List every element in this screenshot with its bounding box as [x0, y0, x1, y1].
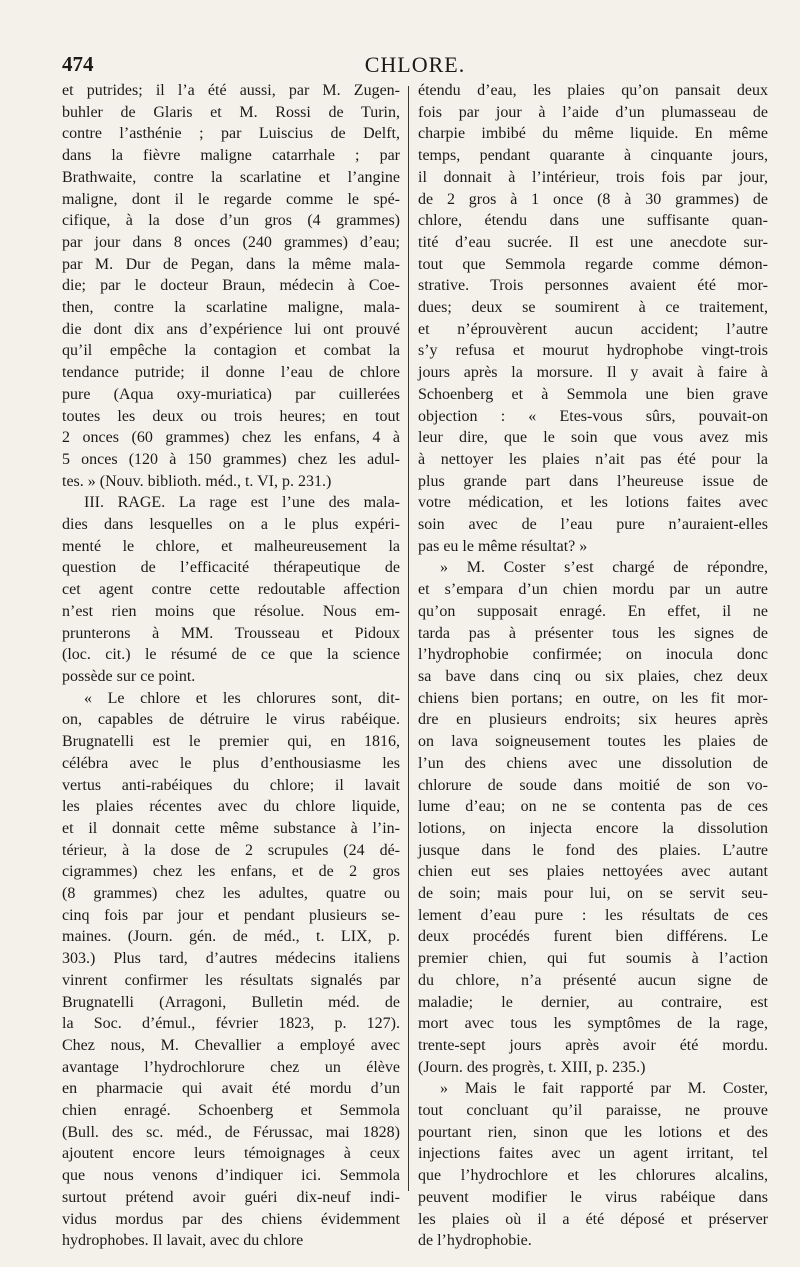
text-line: sa bave dans cinq ou six plaies, chez deux: [418, 667, 768, 685]
text-line: on lava soigneusement toutes les plaies de: [418, 733, 768, 751]
text-line: célébra avec le plus d’enthousiasme les: [62, 754, 400, 772]
running-title: CHLORE.: [364, 52, 466, 77]
right-column: [418, 80, 768, 1250]
text-line: et s’empara d’un chien mordu par un autre: [418, 581, 768, 599]
text-line: on, capables de détruire le virus rabéique.: [62, 711, 400, 729]
text-line: buhler de Glaris et M. Rossi de Turin,: [62, 103, 400, 121]
text-line: votre médication, et les lotions faites avec: [418, 494, 768, 512]
text-line: cinq fois par jour et pendant plusieurs se-: [62, 906, 400, 924]
text-line: pourtant rien, sinon que les lotions et des: [418, 1123, 768, 1141]
left-column: [62, 80, 400, 1250]
text-line: cet agent contre cette redoutable affection: [62, 581, 400, 599]
text-line: par jour dans 8 onces (240 grammes) d’eau;: [62, 233, 400, 251]
text-line: chlore, étendu dans une suffisante quan-: [418, 212, 768, 230]
text-line: n’est rien moins que résolue. Nous em-: [62, 602, 400, 620]
text-line: 5 onces (120 à 150 grammes) chez les adul-: [62, 450, 400, 468]
text-line: prunterons à MM. Trousseau et Pidoux: [62, 624, 400, 642]
text-line: et n’éprouvèrent aucun accident; l’autre: [418, 320, 768, 338]
text-line: que nous venons d’indiquer ici. Semmola: [62, 1167, 400, 1185]
text-line: 303.) Plus tard, d’autres médecins italiens: [62, 950, 400, 968]
text-line: peuvent modifier le virus rabéique dans: [418, 1188, 768, 1206]
text-line: de 2 gros à 1 once (8 à 30 grammes) de: [418, 190, 768, 208]
text-line: la Soc. d’émul., février 1823, p. 127).: [62, 1015, 400, 1033]
text-line: vertus anti-rabéiques du chlore; il lavait: [62, 776, 400, 794]
text-line: fois par jour à l’aide d’un plumasseau de: [418, 103, 768, 121]
text-line: strative. Trois personnes avaient été mor-: [418, 277, 768, 295]
text-line: mort avec tous les symptômes de la rage,: [418, 1015, 768, 1033]
text-line: Schoenberg et à Semmola une bien grave: [418, 385, 768, 403]
text-line: pure (Aqua oxy-muriatica) par cuillerées: [62, 385, 400, 403]
text-line: chiens bien portans; en outre, on les fit mor-: [418, 689, 768, 707]
text-line: de l’hydrophobie.: [418, 1232, 532, 1250]
column-divider: [408, 86, 409, 1191]
text-line: jours après la morsure. Il y avait à faire à: [418, 364, 768, 382]
text-line: temps, pendant quarante à cinquante jours,: [418, 147, 768, 165]
text-line: tarda pas à présenter tous les signes de: [418, 624, 768, 642]
text-line: » M. Coster s’est chargé de répondre,: [440, 559, 768, 577]
text-line: soin avec de l’eau pure n’auraient-elles: [418, 516, 768, 534]
text-line: (loc. cit.) le résumé de ce que la science: [62, 646, 400, 664]
text-line: tité d’eau sucrée. Il est une anecdote sur-: [418, 233, 768, 251]
text-line: les plaies récentes avec du chlore liquide,: [62, 798, 400, 816]
text-line: contre l’asthénie ; par Luiscius de Delft,: [62, 125, 400, 143]
text-line: Chez nous, M. Chevallier a employé avec: [62, 1036, 400, 1054]
text-line: l’un des chiens avec une dissolution de: [418, 754, 768, 772]
text-line: de soin; mais pour lui, on se servit seu-: [418, 885, 768, 903]
text-line: menté le chlore, et malheureusement la: [62, 537, 400, 555]
text-line: pas eu le même résultat? »: [418, 537, 588, 555]
text-line: dies dans lesquelles on a le plus expéri-: [62, 516, 400, 534]
text-line: lement d’eau pure : les résultats de ces: [418, 906, 768, 924]
text-line: objection : « Etes-vous sûrs, pouvait-on: [418, 407, 768, 425]
text-line: Brugnatelli est le premier qui, en 1816,: [62, 733, 400, 751]
text-line: que l’hydrochlore et les chlorures alcalins,: [418, 1167, 768, 1185]
text-line: il donnait à l’intérieur, trois fois par jour,: [418, 168, 768, 186]
text-line: dans la fièvre maligne catarrhale ; par: [62, 147, 400, 165]
text-line: chien eut ses plaies nettoyées avec autant: [418, 863, 768, 881]
text-line: hydrophobes. Il lavait, avec du chlore: [62, 1232, 304, 1250]
text-line: Brugnatelli (Arragoni, Bulletin méd. de: [62, 993, 400, 1011]
text-line: leur dire, que le soin que vous avez mis: [418, 429, 768, 447]
text-line: charpie imbibé du même liquide. En même: [418, 125, 768, 143]
text-line: dues; deux se soumirent à ce traitement,: [418, 299, 768, 317]
text-line: cifique, à la dose d’un gros (4 grammes): [62, 212, 400, 230]
text-line: (8 grammes) chez les adultes, quatre ou: [62, 885, 400, 903]
text-line: tendance putride; il donne l’eau de chlore: [62, 364, 400, 382]
text-line: s’y refusa et mourut hydrophobe vingt-trois: [418, 342, 768, 360]
text-line: dre en plusieurs endroits; six heures après: [418, 711, 768, 729]
text-line: les plaies où il a été déposé et préserver: [418, 1210, 768, 1228]
text-line: possède sur ce point.: [62, 667, 196, 685]
text-line: Brathwaite, contre la scarlatine et l’angine: [62, 168, 400, 186]
text-line: tout concluant qu’il paraisse, ne prouve: [418, 1102, 768, 1120]
text-line: vinrent confirmer les résultats signalés par: [62, 971, 400, 989]
text-line: 2 onces (60 grammes) chez les enfans, 4 à: [62, 429, 400, 447]
text-line: et il donnait cette même substance à l’in-: [62, 819, 400, 837]
text-line: toutes les deux ou trois heures; en tout: [62, 407, 400, 425]
text-line: maines. (Journ. gén. de méd., t. LIX, p.: [62, 928, 400, 946]
text-line: qu’il empêche la contagion et combat la: [62, 342, 400, 360]
text-line: chien enragé. Schoenberg et Semmola: [62, 1102, 400, 1120]
text-line: (Journ. des progrès, t. XIII, p. 235.): [418, 1058, 646, 1076]
text-line: ajoutent encore leurs témoignages à ceux: [62, 1145, 400, 1163]
text-line: die dont dix ans d’expérience lui ont prouvé: [62, 320, 400, 338]
text-line: cigrammes) chez les enfans, et de 2 gros: [62, 863, 400, 881]
text-line: jusque dans le fond des plaies. L’autre: [418, 841, 768, 859]
text-line: qu’on supposait enragé. En effet, il ne: [418, 602, 768, 620]
text-line: « Le chlore et les chlorures sont, dit-: [84, 689, 400, 707]
text-line: premier chien, qui fut soumis à l’action: [418, 950, 768, 968]
text-line: plus grande part dans l’heureuse issue de: [418, 472, 768, 490]
text-line: et putrides; il l’a été aussi, par M. Zugen-: [62, 82, 400, 99]
text-line: surtout prétend avoir guéri dix-neuf indi-: [62, 1188, 400, 1206]
text-line: deux procédés furent bien différens. Le: [418, 928, 768, 946]
text-line: tout que Semmola regarde comme démon-: [418, 255, 768, 273]
page-number: 474: [62, 52, 94, 76]
text-line: par M. Dur de Pegan, dans la même mala-: [62, 255, 400, 273]
page-header: [62, 48, 768, 80]
text-line: III. RAGE. La rage est l’une des mala-: [84, 494, 400, 512]
text-line: du chlore, n’a présenté aucun signe de: [418, 971, 768, 989]
text-line: then, contre la scarlatine maligne, mala-: [62, 299, 400, 317]
text-line: térieur, à la dose de 2 scrupules (24 dé-: [62, 841, 400, 859]
text-line: tes. » (Nouv. biblioth. méd., t. VI, p. 231.): [62, 472, 332, 490]
text-line: avantage l’hydrochlorure chez un élève: [62, 1058, 400, 1076]
text-line: à nettoyer les plaies n’ait pas été pour la: [418, 450, 768, 468]
text-line: die; par le docteur Braun, médecin à Coe-: [62, 277, 400, 295]
text-line: (Bull. des sc. méd., de Férussac, mai 1828): [62, 1123, 400, 1141]
text-line: maligne, dont il le regarde comme le spé-: [62, 190, 400, 208]
text-line: injections faites avec un agent irritant, tel: [418, 1145, 768, 1163]
text-line: en pharmacie qui avait été mordu d’un: [62, 1080, 400, 1098]
text-line: lume d’eau; on ne se contenta pas de ces: [418, 798, 768, 816]
text-line: lotions, on injecta encore la dissolution: [418, 819, 768, 837]
text-line: l’hydrophobie confirmée; on inocula donc: [418, 646, 768, 664]
text-line: chlorure de soude dans moitié de son vo-: [418, 776, 768, 794]
text-line: » Mais le fait rapporté par M. Coster,: [440, 1080, 768, 1098]
text-line: étendu d’eau, les plaies qu’on pansait deux: [418, 82, 768, 99]
text-line: question de l’efficacité thérapeutique de: [62, 559, 400, 577]
text-line: vidus mordus par des chiens évidemment: [62, 1210, 400, 1228]
text-line: maladie; le dernier, au contraire, est: [418, 993, 768, 1011]
text-line: trente-sept jours après avoir été mordu.: [418, 1036, 768, 1054]
